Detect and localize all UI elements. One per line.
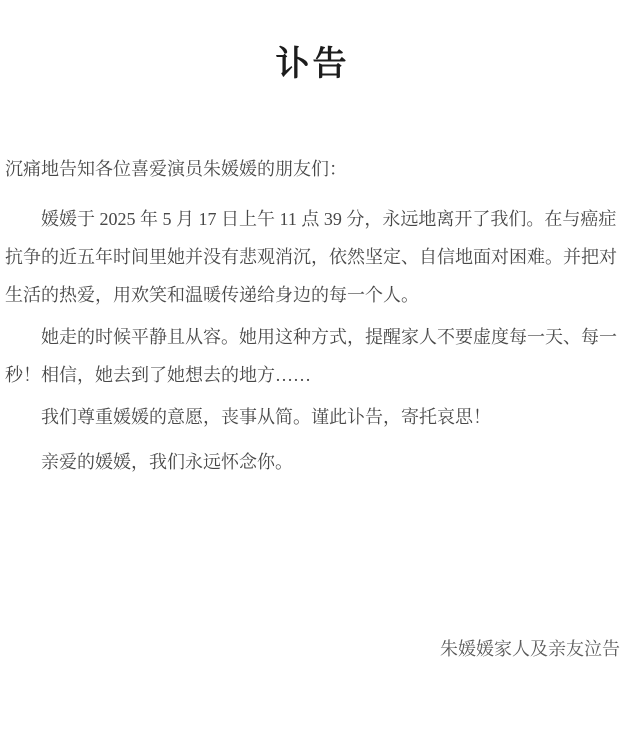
salutation-line: 沉痛地告知各位喜爱演员朱媛媛的朋友们： — [5, 159, 347, 180]
paragraph-peaceful-departure: 她走的时候平静且从容。她用这种方式，提醒家人不要虚度每一天、每一秒！相信，她去到了她想去的地方…… — [5, 327, 617, 386]
paragraph-passing-announcement: 媛媛于 2025 年 5 月 17 日上午 11 点 39 分，永远地离开了我们。在与癌症抗争的近五年时间里她并没有悲观消沉，依然坚定、自信地面对困难。并把对生活的热爱，用欢笑和温暖传递给身边的每一个人。 — [5, 209, 617, 306]
paragraph-remembrance: 亲爱的媛媛，我们永远怀念你。 — [41, 452, 293, 473]
paragraph-simple-funeral: 我们尊重媛媛的意愿，丧事从简。谨此讣告，寄托哀思！ — [41, 407, 491, 428]
signature-line: 朱媛媛家人及亲友泣告 — [440, 639, 620, 660]
page-title: 讣告 — [275, 44, 350, 84]
obituary-notice-page — [0, 42, 629, 733]
